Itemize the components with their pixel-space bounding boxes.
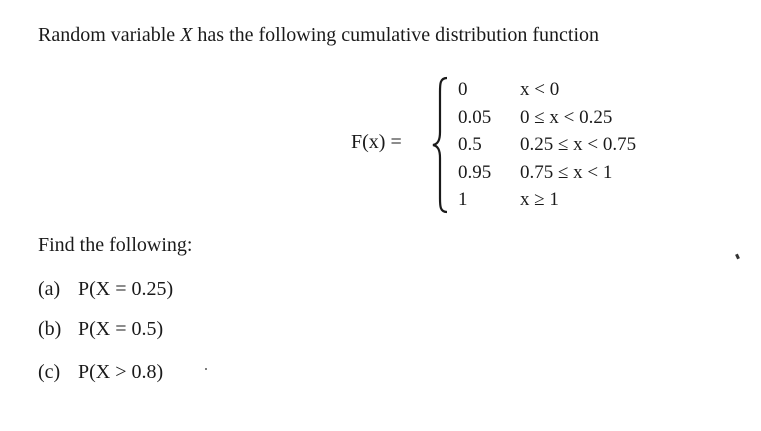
case-row xyxy=(458,76,636,104)
intro-text-before: Random variable xyxy=(38,24,181,46)
case-row xyxy=(458,104,636,132)
question-expression: P(X > 0.8) xyxy=(78,361,164,383)
left-brace xyxy=(430,76,452,214)
function-lhs: F(x) = xyxy=(351,131,402,153)
case-condition: x ≥ 1 xyxy=(520,189,559,210)
question-item xyxy=(38,318,163,341)
question-item xyxy=(38,278,173,301)
case-condition: 0 ≤ x < 0.25 xyxy=(520,106,613,128)
question-label: (c) xyxy=(38,361,61,383)
intro-sentence xyxy=(38,24,599,47)
case-row xyxy=(458,131,636,159)
question-item xyxy=(38,361,163,384)
question-prompt: Find the following: xyxy=(38,234,193,256)
case-row xyxy=(458,159,636,187)
question-label: (b) xyxy=(38,318,62,340)
case-value: 0 xyxy=(458,79,468,100)
case-value: 0.5 xyxy=(458,134,482,155)
case-condition: 0.75 ≤ x < 1 xyxy=(520,161,613,183)
intro-text-after: has the following cumulative distribution function xyxy=(192,24,600,46)
case-value: 0.95 xyxy=(458,161,492,183)
question-expression: P(X = 0.25) xyxy=(78,278,174,300)
case-row xyxy=(458,186,636,214)
variable-symbol: X xyxy=(180,24,193,46)
stray-mark xyxy=(735,254,740,260)
stray-dot xyxy=(205,368,207,370)
case-condition: x < 0 xyxy=(520,79,560,100)
question-label: (a) xyxy=(38,278,61,300)
question-expression: P(X = 0.5) xyxy=(78,318,164,340)
case-value: 1 xyxy=(458,189,468,210)
case-value: 0.05 xyxy=(458,106,492,128)
piecewise-cases xyxy=(458,76,636,214)
case-condition: 0.25 ≤ x < 0.75 xyxy=(520,134,637,155)
